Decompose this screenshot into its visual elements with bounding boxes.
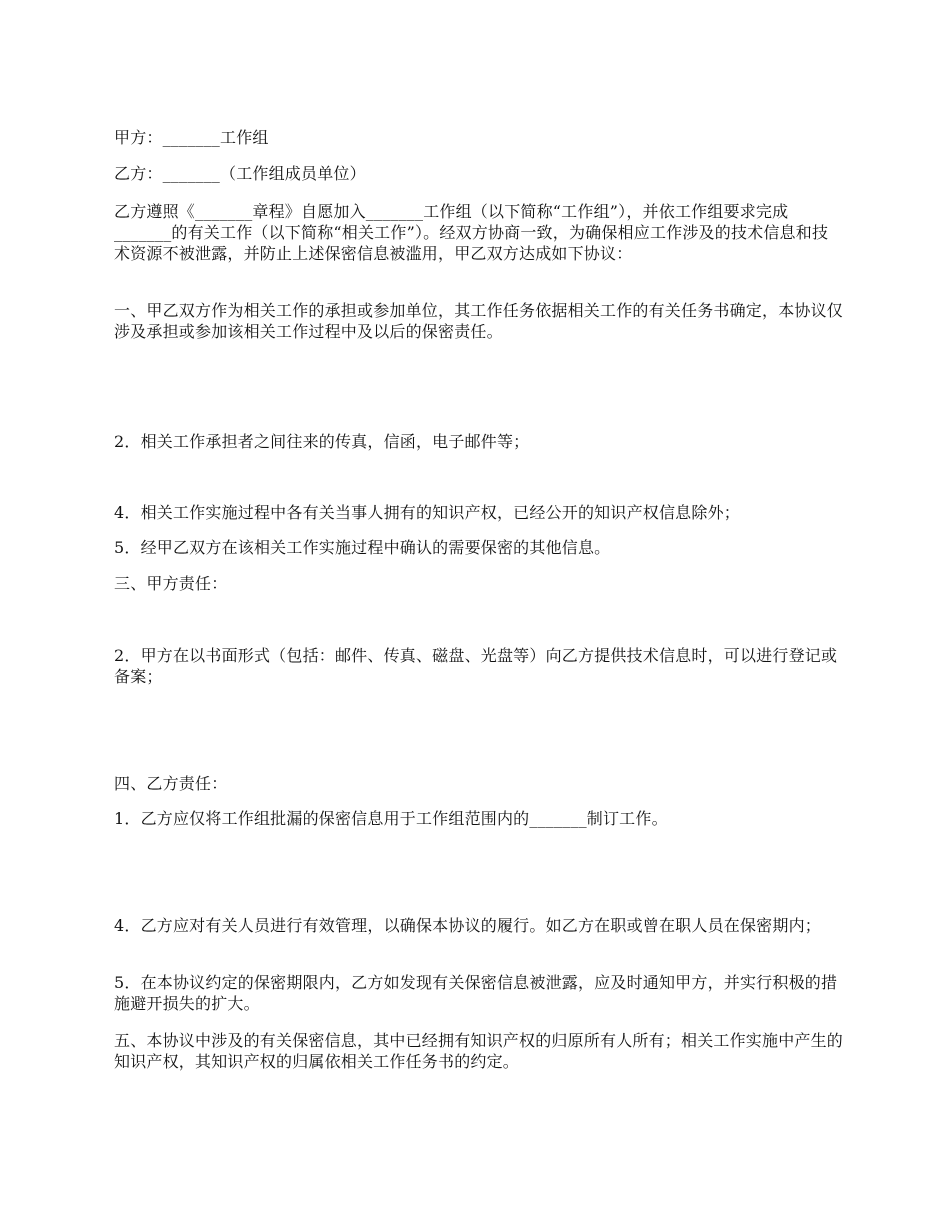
preamble-paragraph: 乙方遵照《_______章程》自愿加入_______工作组（以下简称“工作组”），并依工作组要求完成_______的有关工作（以下简称“相关工作”）。经双方协商一致，为确保相应工作涉及的技术信息和技术资源不被泄露，并防止上述保密信息被滥用，甲乙双方达成如下协议：: [114, 202, 829, 263]
party-b-duty-4-paragraph: 4．乙方应对有关人员进行有效管理，以确保本协议的履行。如乙方在职或曾在职人员在保密期内；: [114, 916, 821, 935]
party-b-line: 乙方：_______（工作组成员单位）: [114, 164, 366, 183]
clause-item-5-paragraph: 5．经甲乙双方在该相关工作实施过程中确认的需要保密的其他信息。: [114, 538, 611, 557]
party-b-duties-heading: 四、乙方责任：: [114, 774, 228, 793]
party-b-duty-1-paragraph: 1．乙方应仅将工作组批漏的保密信息用于工作组范围内的_______制订工作。: [114, 809, 668, 828]
clause-item-2-paragraph: 2．相关工作承担者之间往来的传真，信函，电子邮件等；: [114, 432, 530, 451]
party-b-duty-5-paragraph: 5．在本协议约定的保密期限内，乙方如发现有关保密信息被泄露，应及时通知甲方，并实行积极的措施避开损失的扩大。: [114, 973, 838, 1013]
party-a-line: 甲方：_______工作组: [114, 128, 269, 147]
clause-item-4-paragraph: 4．相关工作实施过程中各有关当事人拥有的知识产权，已经公开的知识产权信息除外；: [114, 503, 740, 522]
party-a-duties-heading: 三、甲方责任：: [114, 574, 228, 593]
clause-five-paragraph: 五、本协议中涉及的有关保密信息，其中已经拥有知识产权的归原所有人所有；相关工作实施中产生的知识产权，其知识产权的归属依相关工作任务书的约定。: [114, 1031, 844, 1071]
clause-one-paragraph: 一、甲乙双方作为相关工作的承担或参加单位，其工作任务依据相关工作的有关任务书确定，本协议仅涉及承担或参加该相关工作过程中及以后的保密责任。: [114, 301, 844, 341]
party-a-duty-2-paragraph: 2．甲方在以书面形式（包括：邮件、传真、磁盘、光盘等）向乙方提供技术信息时，可以进行登记或备案；: [114, 646, 838, 686]
